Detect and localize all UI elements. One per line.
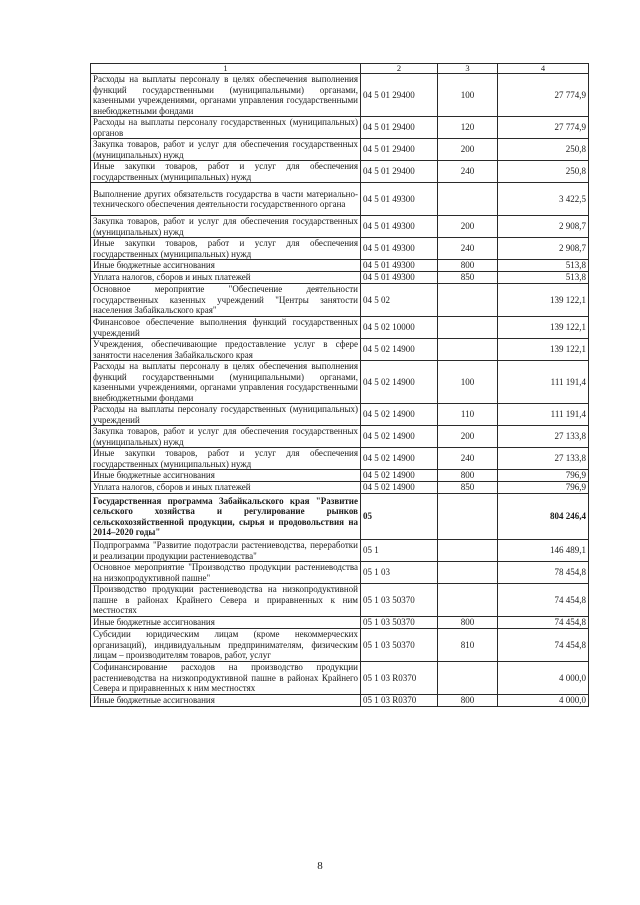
table-body xyxy=(91,74,589,707)
row-code-cell: 04 5 02 14900 xyxy=(361,482,438,494)
row-code-cell: 04 5 01 49300 xyxy=(361,183,438,216)
table-row xyxy=(91,695,589,707)
row-amount-cell: 796,9 xyxy=(498,482,589,494)
row-amount-cell: 796,9 xyxy=(498,470,589,482)
row-expense-type-cell xyxy=(438,584,498,617)
row-code-cell: 04 5 01 29400 xyxy=(361,139,438,161)
table-row xyxy=(91,470,589,482)
table-row xyxy=(91,216,589,238)
row-expense-type-cell: 850 xyxy=(438,482,498,494)
row-code-cell: 04 5 01 29400 xyxy=(361,161,438,183)
row-amount-cell: 2 908,7 xyxy=(498,216,589,238)
row-expense-type-cell: 240 xyxy=(438,238,498,260)
row-expense-type-cell: 810 xyxy=(438,629,498,662)
table-row xyxy=(91,139,589,161)
row-expense-type-cell xyxy=(438,183,498,216)
header-cell-3: 3 xyxy=(438,64,498,74)
row-amount-cell: 27 774,9 xyxy=(498,117,589,139)
header-row xyxy=(91,64,589,74)
row-code-cell: 04 5 02 14900 xyxy=(361,404,438,426)
row-amount-cell: 250,8 xyxy=(498,161,589,183)
table-row xyxy=(91,361,589,404)
row-expense-type-cell: 850 xyxy=(438,272,498,284)
row-amount-cell: 3 422,5 xyxy=(498,183,589,216)
table-row xyxy=(91,339,589,361)
row-code-cell: 04 5 02 14900 xyxy=(361,426,438,448)
row-name-cell: Закупка товаров, работ и услуг для обеспечения государственных (муниципальных) нужд xyxy=(91,216,361,238)
row-name-cell: Иные закупки товаров, работ и услуг для обеспечения государственных (муниципальных) нужд xyxy=(91,238,361,260)
header-cell-2: 2 xyxy=(361,64,438,74)
row-code-cell: 04 5 01 49300 xyxy=(361,260,438,272)
row-code-cell: 05 1 xyxy=(361,540,438,562)
row-amount-cell: 74 454,8 xyxy=(498,617,589,629)
row-code-cell: 05 1 03 xyxy=(361,562,438,584)
row-name-cell: Основное мероприятие "Производство продукции растениеводства на низкопродуктивной пашне" xyxy=(91,562,361,584)
row-amount-cell: 111 191,4 xyxy=(498,404,589,426)
table-row xyxy=(91,161,589,183)
table-row xyxy=(91,629,589,662)
table-row xyxy=(91,482,589,494)
row-amount-cell: 27 133,8 xyxy=(498,448,589,470)
row-amount-cell: 146 489,1 xyxy=(498,540,589,562)
row-expense-type-cell xyxy=(438,317,498,339)
row-expense-type-cell xyxy=(438,494,498,540)
table-row xyxy=(91,272,589,284)
row-name-cell: Расходы на выплаты персоналу государственных (муниципальных) учреждений xyxy=(91,404,361,426)
row-expense-type-cell xyxy=(438,662,498,695)
row-expense-type-cell: 120 xyxy=(438,117,498,139)
table-row xyxy=(91,494,589,540)
row-code-cell: 04 5 02 14900 xyxy=(361,361,438,404)
row-amount-cell: 4 000,0 xyxy=(498,695,589,707)
row-code-cell: 05 1 03 50370 xyxy=(361,629,438,662)
row-expense-type-cell: 240 xyxy=(438,448,498,470)
table-row xyxy=(91,562,589,584)
row-code-cell: 04 5 02 14900 xyxy=(361,470,438,482)
row-name-cell: Уплата налогов, сборов и иных платежей xyxy=(91,482,361,494)
row-name-cell: Уплата налогов, сборов и иных платежей xyxy=(91,272,361,284)
table-row xyxy=(91,183,589,216)
table-row xyxy=(91,284,589,317)
row-name-cell: Иные бюджетные ассигнования xyxy=(91,695,361,707)
row-code-cell: 04 5 01 49300 xyxy=(361,272,438,284)
row-code-cell: 05 xyxy=(361,494,438,540)
row-amount-cell: 250,8 xyxy=(498,139,589,161)
row-name-cell: Выполнение других обязательств государства в части материально-технического обеспечения деятельности государственного органа xyxy=(91,183,361,216)
row-expense-type-cell: 110 xyxy=(438,404,498,426)
row-expense-type-cell: 800 xyxy=(438,617,498,629)
row-expense-type-cell: 200 xyxy=(438,216,498,238)
row-code-cell: 05 1 03 50370 xyxy=(361,584,438,617)
row-code-cell: 04 5 02 14900 xyxy=(361,339,438,361)
row-code-cell: 04 5 01 29400 xyxy=(361,74,438,117)
row-expense-type-cell: 200 xyxy=(438,426,498,448)
row-name-cell: Закупка товаров, работ и услуг для обеспечения государственных (муниципальных) нужд xyxy=(91,139,361,161)
table-row xyxy=(91,584,589,617)
row-expense-type-cell: 200 xyxy=(438,139,498,161)
row-code-cell: 04 5 01 29400 xyxy=(361,117,438,139)
row-amount-cell: 111 191,4 xyxy=(498,361,589,404)
row-amount-cell: 513,8 xyxy=(498,260,589,272)
row-code-cell: 04 5 01 49300 xyxy=(361,216,438,238)
row-amount-cell: 74 454,8 xyxy=(498,584,589,617)
row-code-cell: 05 1 03 50370 xyxy=(361,617,438,629)
table-row xyxy=(91,404,589,426)
row-expense-type-cell: 800 xyxy=(438,695,498,707)
table-row xyxy=(91,617,589,629)
table-row xyxy=(91,540,589,562)
row-name-cell: Иные бюджетные ассигнования xyxy=(91,470,361,482)
row-name-cell: Субсидии юридическим лицам (кроме некоммерческих организаций), индивидуальным предпринимателям, физическим лицам – производителям товаров, работ, услуг xyxy=(91,629,361,662)
row-code-cell: 04 5 01 49300 xyxy=(361,238,438,260)
row-code-cell: 04 5 02 10000 xyxy=(361,317,438,339)
row-expense-type-cell: 240 xyxy=(438,161,498,183)
row-name-cell: Подпрограмма "Развитие подотрасли растениеводства, переработки и реализации продукции растениеводства" xyxy=(91,540,361,562)
row-amount-cell: 139 122,1 xyxy=(498,339,589,361)
row-code-cell: 04 5 02 14900 xyxy=(361,448,438,470)
table-row xyxy=(91,317,589,339)
row-name-cell: Софинансирование расходов на производство продукции растениеводства на низкопродуктивной пашне в районах Крайнего Севера и приравненных к ним местностях xyxy=(91,662,361,695)
row-code-cell: 05 1 03 R0370 xyxy=(361,662,438,695)
row-name-cell: Государственная программа Забайкальского края "Развитие сельского хозяйства и регулирование рынков сельскохозяйственной продукции, сырья и продовольствия на 2014–2020 годы" xyxy=(91,494,361,540)
row-amount-cell: 4 000,0 xyxy=(498,662,589,695)
row-amount-cell: 513,8 xyxy=(498,272,589,284)
row-amount-cell: 804 246,4 xyxy=(498,494,589,540)
row-amount-cell: 74 454,8 xyxy=(498,629,589,662)
table-row xyxy=(91,74,589,117)
header-cell-1: 1 xyxy=(91,64,361,74)
row-expense-type-cell: 100 xyxy=(438,74,498,117)
row-name-cell: Закупка товаров, работ и услуг для обеспечения государственных (муниципальных) нужд xyxy=(91,426,361,448)
table-row xyxy=(91,238,589,260)
row-name-cell: Иные закупки товаров, работ и услуг для обеспечения государственных (муниципальных) нужд xyxy=(91,161,361,183)
table-row xyxy=(91,117,589,139)
row-code-cell: 04 5 02 xyxy=(361,284,438,317)
row-expense-type-cell: 100 xyxy=(438,361,498,404)
table-row xyxy=(91,662,589,695)
row-expense-type-cell: 800 xyxy=(438,260,498,272)
row-name-cell: Иные закупки товаров, работ и услуг для обеспечения государственных (муниципальных) нужд xyxy=(91,448,361,470)
row-expense-type-cell xyxy=(438,540,498,562)
row-name-cell: Основное мероприятие "Обеспечение деятельности государственных казенных учреждений "Центры занятости населения Забайкальского края" xyxy=(91,284,361,317)
row-amount-cell: 139 122,1 xyxy=(498,317,589,339)
table-row xyxy=(91,260,589,272)
row-expense-type-cell xyxy=(438,562,498,584)
row-amount-cell: 78 454,8 xyxy=(498,562,589,584)
row-amount-cell: 27 774,9 xyxy=(498,74,589,117)
table-row xyxy=(91,426,589,448)
row-name-cell: Учреждения, обеспечивающие предоставление услуг в сфере занятости населения Забайкальского края xyxy=(91,339,361,361)
row-expense-type-cell xyxy=(438,284,498,317)
header-cell-4: 4 xyxy=(498,64,589,74)
row-expense-type-cell xyxy=(438,339,498,361)
row-code-cell: 05 1 03 R0370 xyxy=(361,695,438,707)
row-amount-cell: 27 133,8 xyxy=(498,426,589,448)
row-name-cell: Расходы на выплаты персоналу в целях обеспечения выполнения функций государственными (муниципальными) органами, казенными учреждениями, органами управления государственными внебюджетными фондами xyxy=(91,361,361,404)
table-row xyxy=(91,448,589,470)
row-name-cell: Финансовое обеспечение выполнения функций государственных учреждений xyxy=(91,317,361,339)
row-amount-cell: 2 908,7 xyxy=(498,238,589,260)
row-name-cell: Иные бюджетные ассигнования xyxy=(91,617,361,629)
row-name-cell: Иные бюджетные ассигнования xyxy=(91,260,361,272)
row-name-cell: Расходы на выплаты персоналу государственных (муниципальных) органов xyxy=(91,117,361,139)
row-name-cell: Производство продукции растениеводства на низкопродуктивной пашне в районах Крайнего Севера и приравненных к ним местностях xyxy=(91,584,361,617)
row-amount-cell: 139 122,1 xyxy=(498,284,589,317)
page-number: 8 xyxy=(317,860,323,872)
row-name-cell: Расходы на выплаты персоналу в целях обеспечения выполнения функций государственными (муниципальными) органами, казенными учреждениями, органами управления государственными внебюджетными фондами xyxy=(91,74,361,117)
budget-table xyxy=(90,63,589,707)
row-expense-type-cell: 800 xyxy=(438,470,498,482)
